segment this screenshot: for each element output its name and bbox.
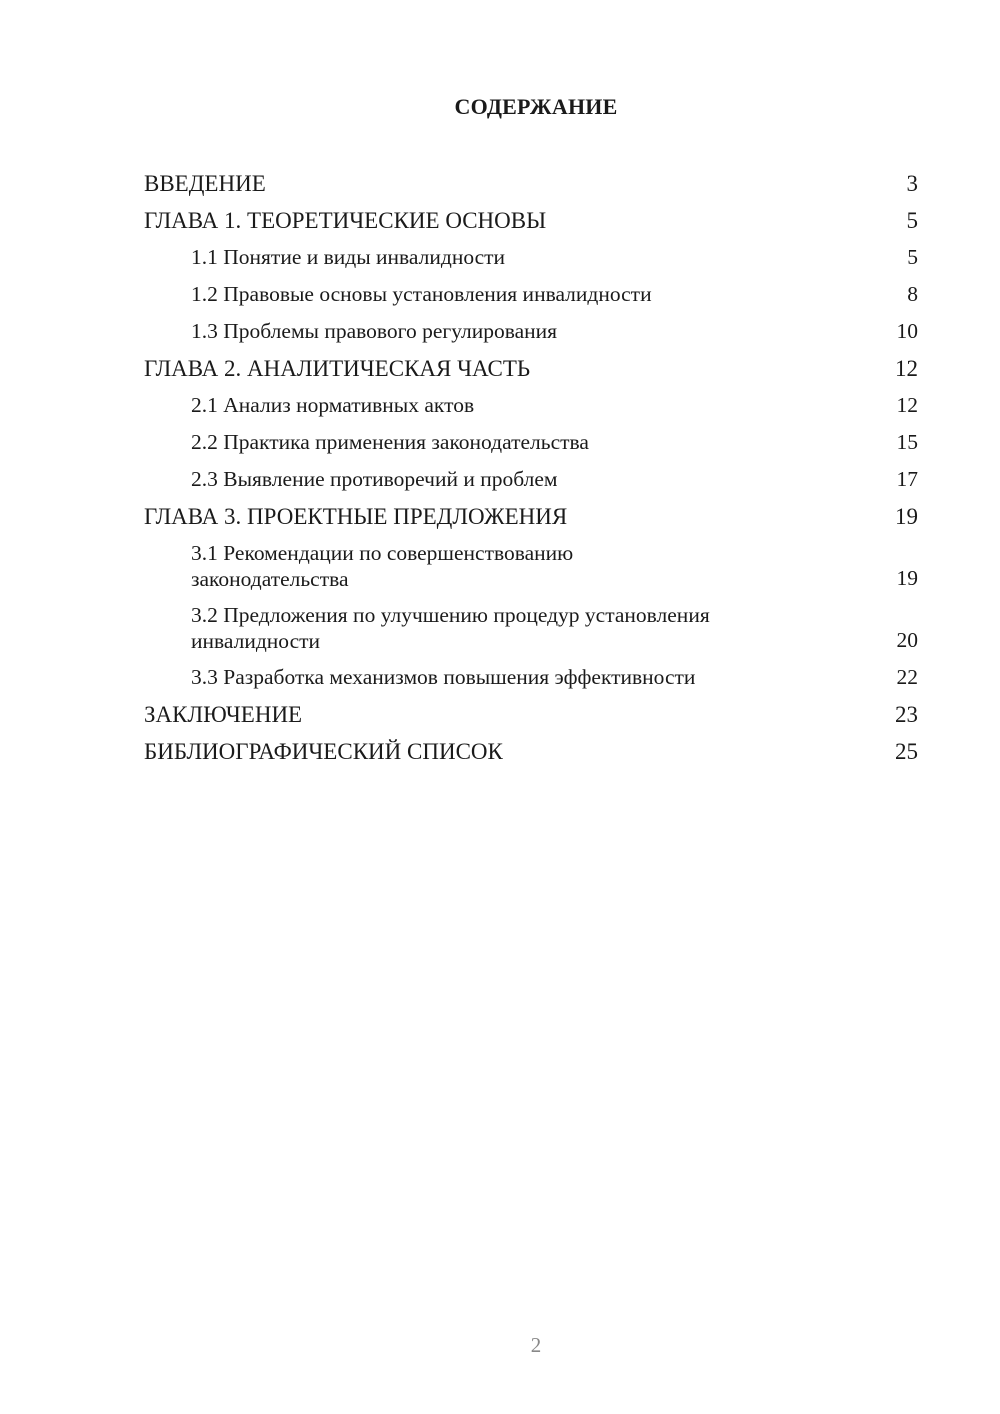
- toc-entry-page: 12: [896, 393, 918, 417]
- toc-entry-page: 19: [896, 566, 918, 590]
- toc-entry-page: 17: [896, 467, 918, 491]
- toc-entry-chapter-1[interactable]: [144, 207, 918, 234]
- toc-entry-page: 15: [896, 430, 918, 454]
- toc-entry-section-2-2[interactable]: [144, 429, 918, 456]
- toc-entry-label: ГЛАВА 3. ПРОЕКТНЫЕ ПРЕДЛОЖЕНИЯ: [144, 504, 568, 529]
- toc-entry-section-3-3[interactable]: [144, 664, 918, 691]
- toc-entry-page: 20: [896, 628, 918, 652]
- toc-entry-chapter-2[interactable]: [144, 355, 918, 382]
- toc-entry-conclusion[interactable]: [144, 701, 918, 728]
- toc-entry-chapter-3[interactable]: [144, 503, 918, 530]
- toc-entry-section-2-3[interactable]: [144, 466, 918, 493]
- toc-entry-label: 3.1 Рекомендации по совершенствованию законодательства: [191, 541, 574, 591]
- toc-entry-label: ЗАКЛЮЧЕНИЕ: [144, 702, 303, 727]
- toc-entry-section-2-1[interactable]: [144, 392, 918, 419]
- toc-entry-page: 19: [895, 504, 918, 529]
- toc-entry-label: БИБЛИОГРАФИЧЕСКИЙ СПИСОК: [144, 739, 503, 764]
- toc-entry-label: ГЛАВА 1. ТЕОРЕТИЧЕСКИЕ ОСНОВЫ: [144, 208, 547, 233]
- toc-entry-page: 5: [906, 208, 918, 233]
- table-of-contents: [144, 170, 918, 775]
- toc-entry-page: 12: [895, 356, 918, 381]
- toc-entry-section-1-2[interactable]: [144, 281, 918, 308]
- toc-entry-label: 2.1 Анализ нормативных актов: [191, 393, 475, 417]
- toc-entry-label: 1.1 Понятие и виды инвалидности: [191, 245, 506, 269]
- toc-entry-page: 8: [907, 282, 918, 306]
- page-number: 2: [530, 1333, 542, 1357]
- toc-entry-label: 3.3 Разработка механизмов повышения эффективности: [191, 665, 696, 689]
- toc-entry-label: ГЛАВА 2. АНАЛИТИЧЕСКАЯ ЧАСТЬ: [144, 356, 531, 381]
- toc-entry-bibliography[interactable]: [144, 738, 918, 765]
- toc-entry-page: 5: [907, 245, 918, 269]
- toc-entry-page: 22: [896, 665, 918, 689]
- toc-entry-page: 10: [896, 319, 918, 343]
- toc-entry-label: ВВЕДЕНИЕ: [144, 171, 266, 196]
- toc-entry-section-1-1[interactable]: [144, 244, 918, 271]
- toc-entry-page: 25: [895, 739, 918, 764]
- toc-entry-page: 3: [906, 171, 918, 196]
- toc-entry-label: 1.2 Правовые основы установления инвалидности: [191, 282, 652, 306]
- toc-entry-section-1-3[interactable]: [144, 318, 918, 345]
- toc-entry-label: 1.3 Проблемы правового регулирования: [191, 319, 558, 343]
- toc-entry-page: 23: [895, 702, 918, 727]
- toc-entry-label: 3.2 Предложения по улучшению процедур установления инвалидности: [191, 603, 710, 653]
- toc-entry-introduction[interactable]: [144, 170, 918, 197]
- toc-entry-section-3-2[interactable]: [144, 602, 918, 654]
- page-title: СОДЕРЖАНИЕ: [454, 94, 618, 119]
- toc-entry-label: 2.3 Выявление противоречий и проблем: [191, 467, 558, 491]
- toc-entry-label: 2.2 Практика применения законодательства: [191, 430, 589, 454]
- toc-entry-section-3-1[interactable]: [144, 540, 918, 592]
